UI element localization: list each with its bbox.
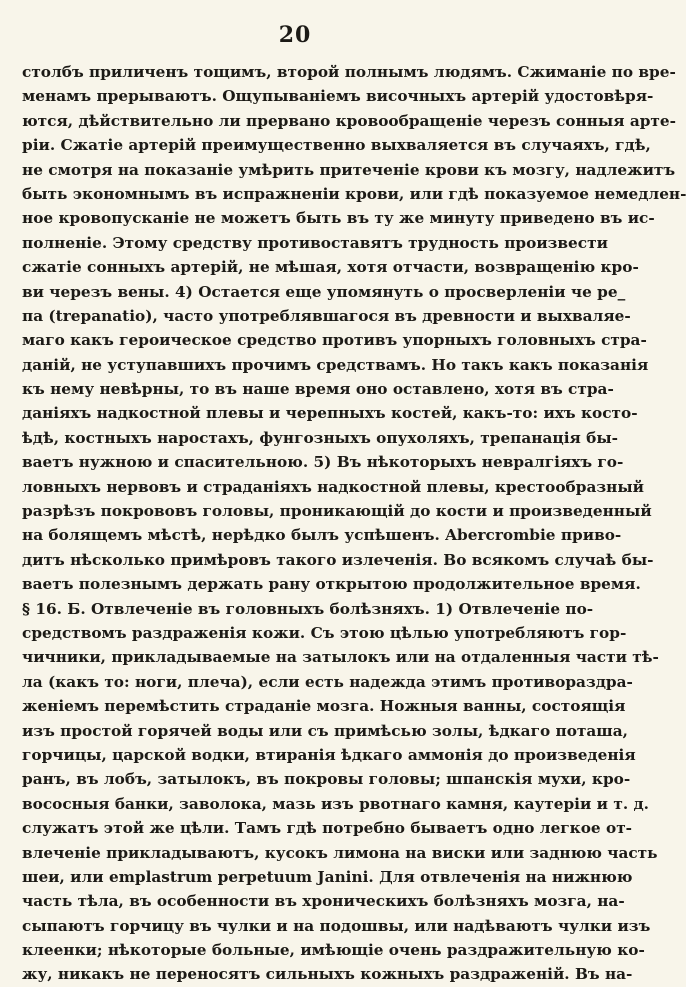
text-line: дитъ нѣсколько примѣровъ такого излеченія. Во всякомъ случаѣ бы- <box>22 550 654 569</box>
text-line: на болящемъ мѣстѣ, нерѣдко былъ успѣшенъ. Abercrombie приво- <box>22 526 622 545</box>
text-line: жу, никакъ не переносятъ сильныхъ кожныхъ раздраженій. Въ на- <box>22 965 633 984</box>
text-line: ріи. Сжатіе артерій преимущественно выхваляется въ случаяхъ, гдѣ, <box>22 136 651 155</box>
text-line: не смотря на показаніе умѣрить притеченіе крови къ мозгу, надлежитъ <box>22 160 676 179</box>
text-line: женіемъ перемѣстить страданіе мозга. Ножныя ванны, состоящія <box>22 697 626 716</box>
text-line: ваетъ нужною и спасительною. 5) Въ нѣкоторыхъ невралгіяхъ го- <box>22 453 624 472</box>
text-line: ное кровопусканіе не можетъ быть въ ту же минуту приведено въ ис- <box>22 209 655 228</box>
text-line: быть экономнымъ въ испражненіи крови, или гдѣ показуемое немедлен- <box>22 184 686 203</box>
text-line: средствомъ раздраженія кожи. Съ этою цѣлью употребляютъ гор- <box>22 623 627 642</box>
text-line: даніяхъ надкостной плевы и черепныхъ костей, какъ-то: ихъ косто- <box>22 404 638 423</box>
text-line: маго какъ героическое средство противъ упорныхъ головныхъ стра- <box>22 331 647 350</box>
section-heading-line: § 16. Б. Отвлеченіе въ головныхъ болѣзняхъ. 1) Отвлеченіе по- <box>22 599 594 618</box>
body-text <box>22 60 686 987</box>
text-line: разрѣзъ покрововъ головы, проникающій до кости и произведенный <box>22 502 652 521</box>
text-line: къ нему невѣрны, то въ наше время оно оставлено, хотя въ стра- <box>22 380 614 399</box>
text-line: чичники, прикладываемые на затылокъ или на отдаленныя части тѣ- <box>22 648 659 667</box>
page-number: 20 <box>278 22 312 48</box>
text-line: шеи, или emplastrum perpetuum Janini. Для отвлеченія на нижнюю <box>22 867 633 886</box>
text-line: ранъ, въ лобъ, затылокъ, въ покровы головы; шпанскія мухи, кро- <box>22 770 631 789</box>
text-line: ла (какъ то: ноги, плеча), если есть надежда этимъ противораздра- <box>22 672 633 691</box>
text-line: ловныхъ нервовъ и страданіяхъ надкостной плевы, крестообразный <box>22 477 645 496</box>
text-line: горчицы, царской водки, втиранія ѣдкаго аммонія до произведенія <box>22 745 636 764</box>
text-line: столбъ приличенъ тощимъ, второй полнымъ людямъ. Сжиманіе по вре- <box>22 63 676 81</box>
text-line: изъ простой горячей воды или съ примѣсью золы, ѣдкаго поташа, <box>22 721 628 740</box>
text-line: клеенки; нѣкоторые больные, имѣющіе очень раздражительную ко- <box>22 941 645 960</box>
text-line: ви черезъ вены. 4) Остается еще упомянуть о просверленіи че ре_ <box>22 282 626 301</box>
text-line: ются, дѣйствительно ли прервано кровообращеніе черезъ сонныя арте- <box>22 111 676 130</box>
text-line: полненіе. Этому средству противоставятъ трудность произвести <box>22 233 608 252</box>
text-line: часть тѣла, въ особенности въ хроническихъ болѣзняхъ мозга, на- <box>22 892 625 911</box>
text-line: менамъ прерываютъ. Ощупываніемъ височныхъ артерій удостовѣря- <box>22 87 654 106</box>
text-line: ѣдѣ, костныхъ наростахъ, фунгозныхъ опухоляхъ, трепанація бы- <box>22 428 619 447</box>
text-line: служатъ этой же цѣли. Тамъ гдѣ потребно бываетъ одно легкое от- <box>22 819 633 838</box>
text-line: сжатіе сонныхъ артерій, не мѣшая, хотя отчасти, возвращенію кро- <box>22 258 639 277</box>
text-line: сыпаютъ горчицу въ чулки и на подошвы, или надѣваютъ чулки изъ <box>22 916 651 935</box>
text-line: даній, не уступавшихъ прочимъ средствамъ. Но такъ какъ показанія <box>22 355 649 374</box>
text-line: вососныя банки, заволока, мазь изъ рвотнаго камня, каутеріи и т. д. <box>22 794 649 813</box>
text-line: влеченіе прикладываютъ, кусокъ лимона на виски или заднюю часть <box>22 843 658 862</box>
text-line: ваетъ полезнымъ держать рану открытою продолжительное время. <box>22 575 641 594</box>
text-line: па (trepanatio), часто употреблявшагося въ древности и выхваляе- <box>22 306 631 325</box>
